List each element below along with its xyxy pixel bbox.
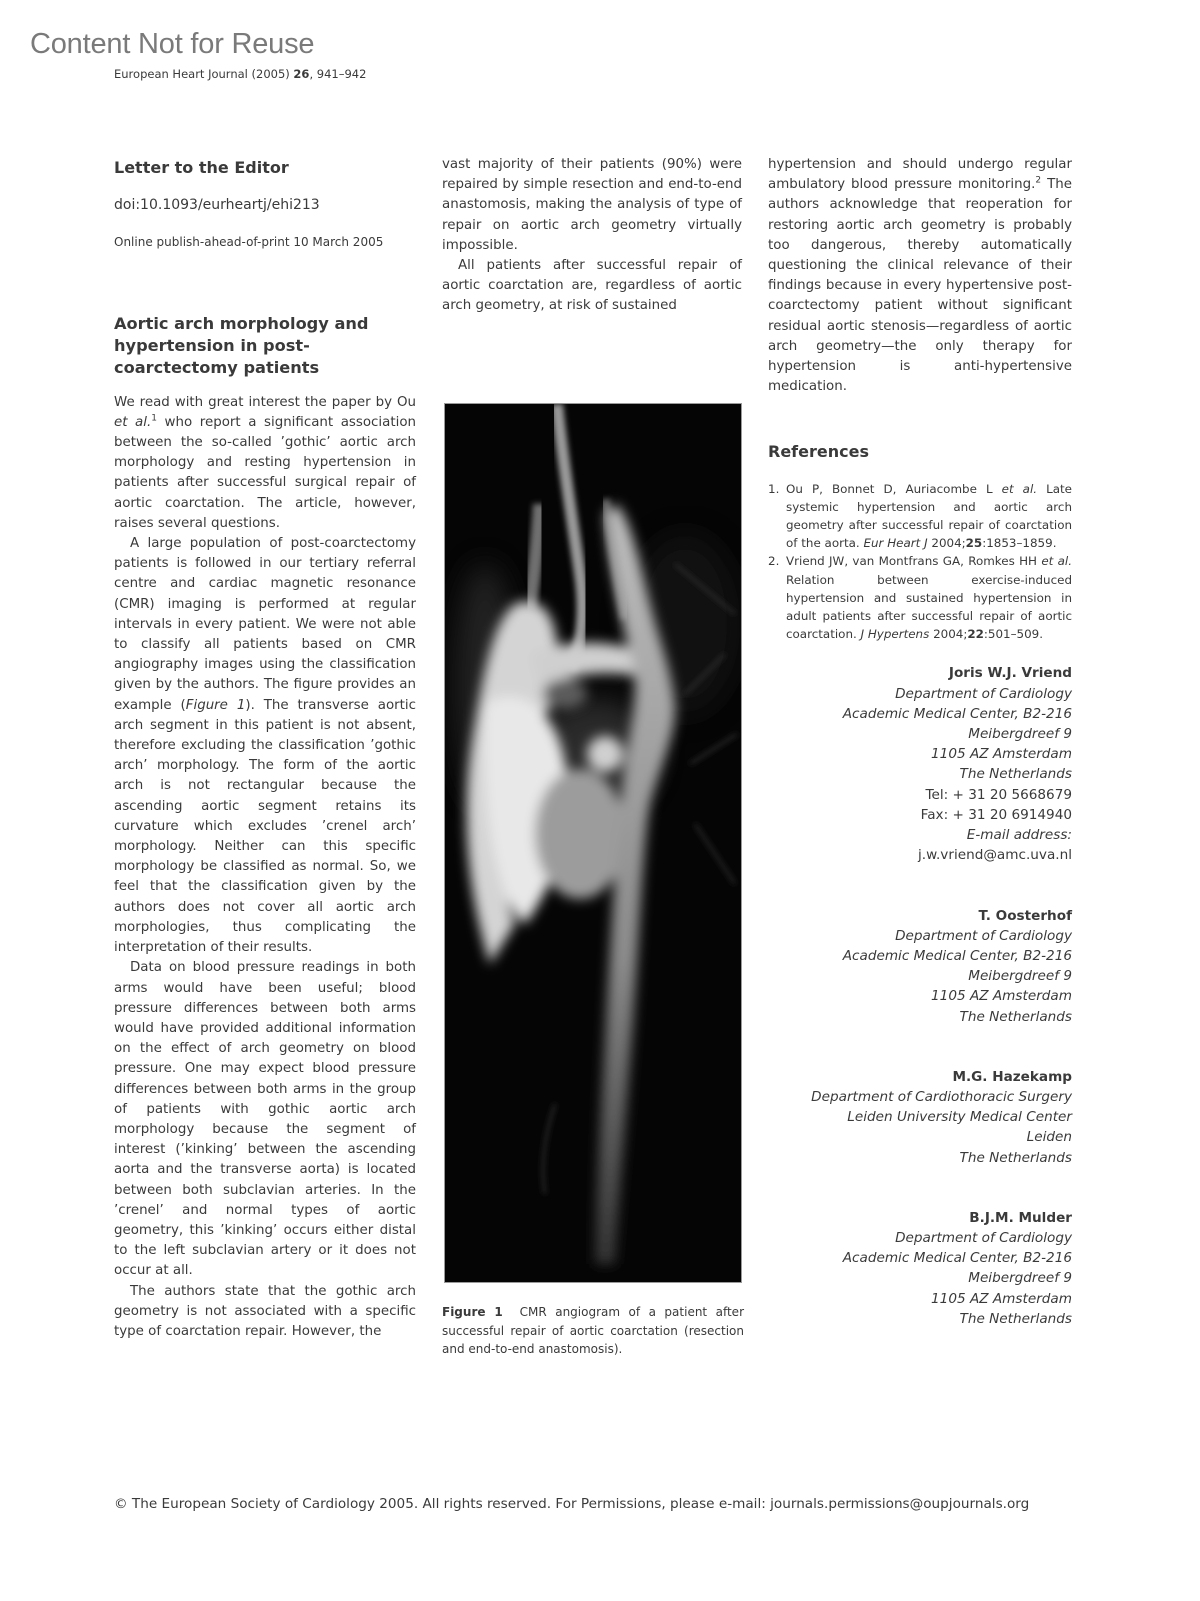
- reference-item: 1. Ou P, Bonnet D, Auriacombe L et al. Late systemic hypertension and aortic arch geometry after successful repair of coarctation of the aorta. Eur Heart J 2004;25:1853–1859.: [768, 481, 1072, 551]
- paragraph-1: We read with great interest the paper by Ou et al.$^1$ who report a significant association between the so-called ’gothic’ aortic arch morphology and resting hypertension in patients after successful surgical repair of aortic coarctation. The article, however, raises several questions.: [114, 394, 416, 531]
- angiogram-image: [445, 404, 741, 1282]
- figure-label: Figure 1: [442, 1305, 503, 1319]
- paragraph-3: Data on blood pressure readings in both arms would have been useful; blood pressure differences between both arms would have provided additional information on the effect of arch geometry on blood pressure. One may expect blood pressure differences between both arms in the group of patients with gothic aortic arch morphology because the segment of interest (’kinking’ between the ascending aorta and the transverse aorta) is located between both subclavian arteries. In the ’crenel’ and normal types of aortic geometry, this ’kinking’ occurs either distal to the left subclavian artery or it does not occur at all.: [114, 960, 416, 1279]
- figure-1-caption: [442, 1303, 744, 1359]
- figure-reference[interactable]: Figure 1: [185, 697, 246, 713]
- author-oosterhof: T. Oosterhof Department of Cardiology Academic Medical Center, B2-216 Meibergdreef 9 1105 AZ Amsterdam The Netherlands: [842, 907, 1072, 1025]
- author-tel: Tel: + 31 20 5668679: [925, 786, 1072, 803]
- author-hazekamp: M.G. Hazekamp Department of Cardiothoracic Surgery Leiden University Medical Center Leiden The Netherlands: [811, 1068, 1072, 1166]
- paragraph-2: A large population of post-coarctectomy patients is followed in our tertiary referral centre and cardiac magnetic resonance (CMR) imaging is performed at regular intervals in every patient. We were not able to classify all patients based on CMR angiography images using the classification given by the authors. The figure provides an example (Figure 1). The transverse aortic arch segment in this patient is not absent, therefore excluding the classification ’gothic arch’ morphology. The form of the aortic arch is not rectangular because the ascending aortic segment retains its curvature which excludes ’crenel arch’ morphology. Neither can this specific morphology be classified as normal. So, we feel that the classification given by the authors does not cover all aortic arch morphologies, thus complicating the interpretation of their results.: [114, 536, 416, 956]
- section-label: Letter to the Editor: [114, 158, 289, 177]
- author-fax: Fax: + 31 20 6914940: [920, 806, 1072, 823]
- author-vriend: Joris W.J. Vriend Department of Cardiology Academic Medical Center, B2-216 Meibergdreef 9 1105 AZ Amsterdam The Netherlands Tel: + 31 20 5668679 Fax: + 31 20 6914940 E-mail address: j.w.vriend@amc.uva.nl: [768, 663, 1072, 865]
- journal-volume: 26: [293, 67, 310, 81]
- reference-item: 2. Vriend JW, van Montfrans GA, Romkes HH et al. Relation between exercise-induced hypertension and sustained hypertension in adult patients after successful repair of aortic coarctation. J Hypertens 2004;22:501–509.: [768, 554, 1072, 642]
- paragraph-5-part-2: hypertension and should undergo regular ambulatory blood pressure monitoring.$^2$ The authors acknowledge that reoperation for restoring aortic arch geometry is probably too dangerous, thereby automatically questioning the clinical relevance of their findings because in every hypertensive post-coarctectomy patient without significant residual aortic stenosis—regardless of aortic arch geometry—the only therapy for hypertension is anti-hypertensive medication.: [768, 157, 1072, 395]
- paragraph-4-part-1: The authors state that the gothic arch geometry is not associated with a specific type of coarctation repair. However, the: [114, 1283, 416, 1339]
- journal-name: European Heart Journal (2005): [114, 67, 290, 81]
- doi[interactable]: doi:10.1093/eurheartj/ehi213: [114, 197, 320, 214]
- paragraph-5-part-1: All patients after successful repair of aortic coarctation are, regardless of aortic arch geometry, at risk of sustained: [442, 258, 742, 314]
- column-right: [768, 155, 1072, 1329]
- column-left: [114, 158, 416, 1342]
- journal-pages: 941–942: [316, 67, 367, 81]
- paragraph-4-part-2: vast majority of their patients (90%) were repaired by simple resection and end-to-end anastomosis, making the analysis of type of repair on aortic arch geometry virtually impossible.: [442, 157, 742, 253]
- watermark: Content Not for Reuse: [30, 28, 315, 60]
- column-middle: [442, 155, 742, 317]
- figure-caption-text: CMR angiogram of a patient after successful repair of aortic coarctation (resection and end-to-end anastomosis).: [442, 1305, 745, 1356]
- article-title: Aortic arch morphology and hypertension in post-coarctectomy patients: [114, 313, 369, 377]
- author-mulder: B.J.M. Mulder Department of Cardiology Academic Medical Center, B2-216 Meibergdreef 9 1105 AZ Amsterdam The Netherlands: [842, 1209, 1072, 1327]
- author-email-link[interactable]: j.w.vriend@amc.uva.nl: [918, 847, 1072, 864]
- citation-1[interactable]: 1: [151, 413, 157, 424]
- reference-list: [768, 480, 1072, 644]
- figure-1-cmr-angiogram: [444, 403, 742, 1283]
- journal-citation: European Heart Journal (2005) 26, 941–942: [114, 67, 367, 81]
- references-heading: References: [768, 442, 869, 462]
- online-publish-date: Online publish-ahead-of-print 10 March 2005: [114, 235, 384, 250]
- citation-2[interactable]: 2: [1035, 175, 1042, 186]
- copyright-footer: © The European Society of Cardiology 2005. All rights reserved. For Permissions, please e-mail: journals.permissions@oupjournals.org: [114, 1496, 1030, 1512]
